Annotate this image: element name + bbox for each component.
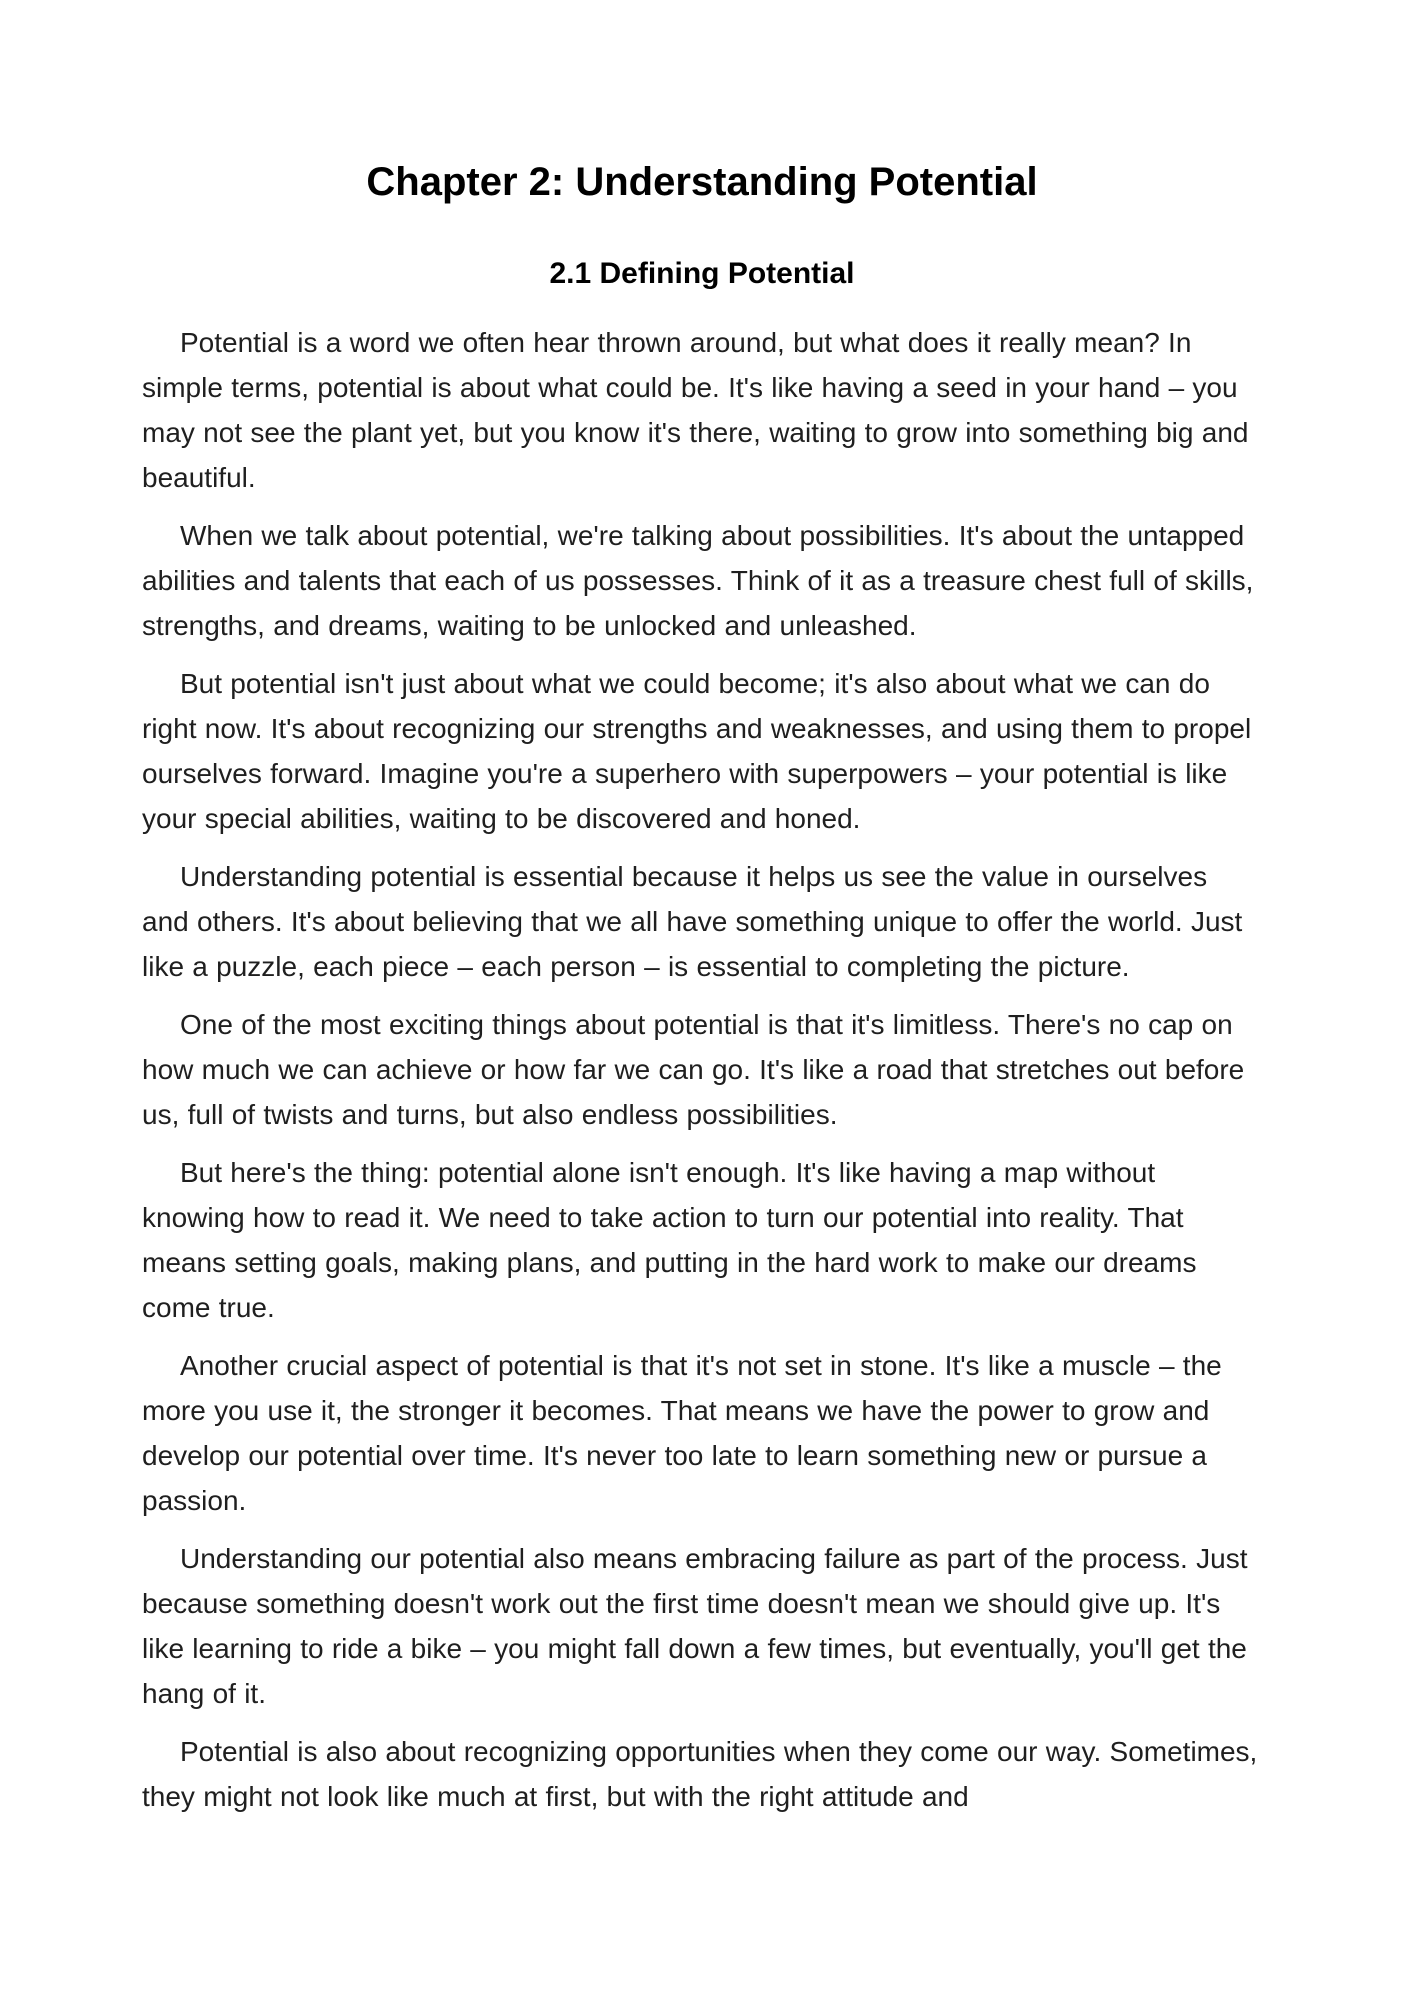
chapter-title: Chapter 2: Understanding Potential <box>366 160 1038 204</box>
paragraph: But here's the thing: potential alone isn't enough. It's like having a map without knowing how to read it. We need to take action to turn our potential into reality. That means setting goals, making plans, and putting in the hard work to make our dreams come true. <box>142 1157 1197 1323</box>
section-heading: 2.1 Defining Potential <box>549 257 855 290</box>
paragraph: One of the most exciting things about potential is that it's limitless. There's no cap on how much we can achieve or how far we can go. It's like a road that stretches out before us, full of twists and turns, but also endless possibilities. <box>142 1009 1245 1130</box>
paragraph: But potential isn't just about what we could become; it's also about what we can do right now. It's about recognizing our strengths and weaknesses, and using them to propel ourselves forward. Imagine you're a superhero with superpowers – your potential is like your special abilities, waiting to be discovered and honed. <box>142 668 1252 834</box>
paragraph: Another crucial aspect of potential is that it's not set in stone. It's like a muscle – the more you use it, the stronger it becomes. That means we have the power to grow and develop our potential over time. It's never too late to learn something new or pursue a passion. <box>142 1350 1222 1516</box>
paragraph: Understanding our potential also means embracing failure as part of the process. Just because something doesn't work out the first time doesn't mean we should give up. It's like learning to ride a bike – you might fall down a few times, but eventually, you'll get the hang of it. <box>142 1543 1248 1709</box>
paragraph: Potential is also about recognizing opportunities when they come our way. Sometimes, they might not look like much at first, but with the right attitude and <box>142 1736 1258 1812</box>
paragraph: Potential is a word we often hear thrown around, but what does it really mean? In simple terms, potential is about what could be. It's like having a seed in your hand – you may not see the plant yet, but you know it's there, waiting to grow into something big and beautiful. <box>142 327 1249 493</box>
paragraph: When we talk about potential, we're talking about possibilities. It's about the untapped abilities and talents that each of us possesses. Think of it as a treasure chest full of skills, strengths, and dreams, waiting to be unlocked and unleashed. <box>142 520 1254 641</box>
paragraph: Understanding potential is essential because it helps us see the value in ourselves and others. It's about believing that we all have something unique to offer the world. Just like a puzzle, each piece – each person – is essential to completing the picture. <box>142 861 1243 982</box>
